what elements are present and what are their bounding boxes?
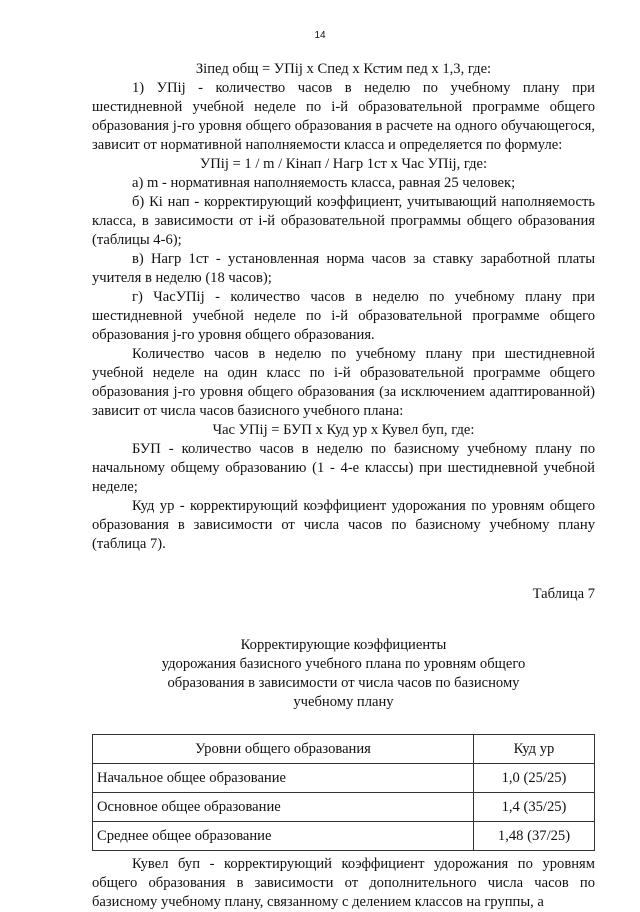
table-cell-coefficient: 1,48 (37/25) [474, 822, 595, 851]
table-caption-line: учебному плану [293, 694, 394, 710]
table-caption [92, 636, 595, 712]
table-row [93, 822, 595, 851]
table-cell-coefficient: 1,4 (35/25) [474, 793, 595, 822]
table-cell-level: Основное общее образование [93, 793, 474, 822]
table-number: Таблица 7 [532, 586, 595, 602]
table-cell-coefficient: 1,0 (25/25) [474, 764, 595, 793]
table-row [93, 793, 595, 822]
paragraph-item-g: г) ЧасУПij - количество часов в неделю по учебному плану при шестидневной учебной неделе по i-й образовательной программе общего образования j-го уровня общего образования. [92, 289, 595, 343]
formula-chas-upij: Час УПij = БУП х Куд ур х Кувел буп, где: [212, 422, 475, 438]
table-caption-line: образования в зависимости от числа часов по базисному [167, 675, 520, 691]
table-header-row [93, 735, 595, 764]
table-row [93, 764, 595, 793]
formula-zpped: Зiпед общ = УПij х Спед х Кстим пед х 1,3, где: [195, 61, 492, 77]
table-header-cell: Уровни общего образования [93, 735, 474, 764]
table-header-cell: Куд ур [474, 735, 595, 764]
table-cell-level: Среднее общее образование [93, 822, 474, 851]
formula-upij: УПij = 1 / m / Кiнап / Нагр 1ст х Час УПij, где: [199, 156, 488, 172]
paragraph-item-b: б) Кi нап - корректирующий коэффициент, учитывающий наполняемость класса, в зависимости от i-й образовательной программы общего образования (таблицы 4-6); [92, 194, 595, 248]
document-body [92, 60, 595, 912]
paragraph-kud-ur: Куд ур - корректирующий коэффициент удорожания по уровням общего образования в зависимости от числа часов по базисному учебному плану (таблица 7). [92, 498, 595, 552]
paragraph-hours-dependency: Количество часов в неделю по учебному плану при шестидневной учебной неделе на один класс по i-й образовательной программе общего образования j-го уровня общего образования (за исключением адаптированной) зависит от числа часов базисного учебного плана: [92, 346, 595, 419]
paragraph-item-v: в) Нагр 1ст - установленная норма часов за ставку заработной платы учителя в неделю (18 часов); [92, 251, 595, 286]
table-caption-line: Корректирующие коэффициенты [240, 637, 447, 653]
paragraph-upij-definition: 1) УПij - количество часов в неделю по учебному плану при шестидневной учебной неделе по i-й образовательной программе общего образования j-го уровня общего образования в расчете на одного обучающегося, зависит от нормативной наполняемости класса и определяется по формуле: [92, 80, 595, 153]
table-cell-level: Начальное общее образование [93, 764, 474, 793]
paragraph-bup: БУП - количество часов в неделю по базисному учебному плану по начальному общему образованию (1 - 4-е классы) при шестидневной учебной неделе; [92, 441, 595, 495]
page-number: 14 [314, 30, 326, 41]
paragraph-kuvel-bup: Кувел буп - корректирующий коэффициент удорожания по уровням общего образования в зависимости от дополнительного числа часов по базисному учебному плану, связанному с делением классов на группы, а [92, 856, 595, 910]
coefficients-table [92, 734, 595, 851]
paragraph-item-a: а) m - нормативная наполняемость класса, равная 25 человек; [132, 175, 516, 191]
table-caption-line: удорожания базисного учебного плана по уровням общего [161, 656, 526, 672]
